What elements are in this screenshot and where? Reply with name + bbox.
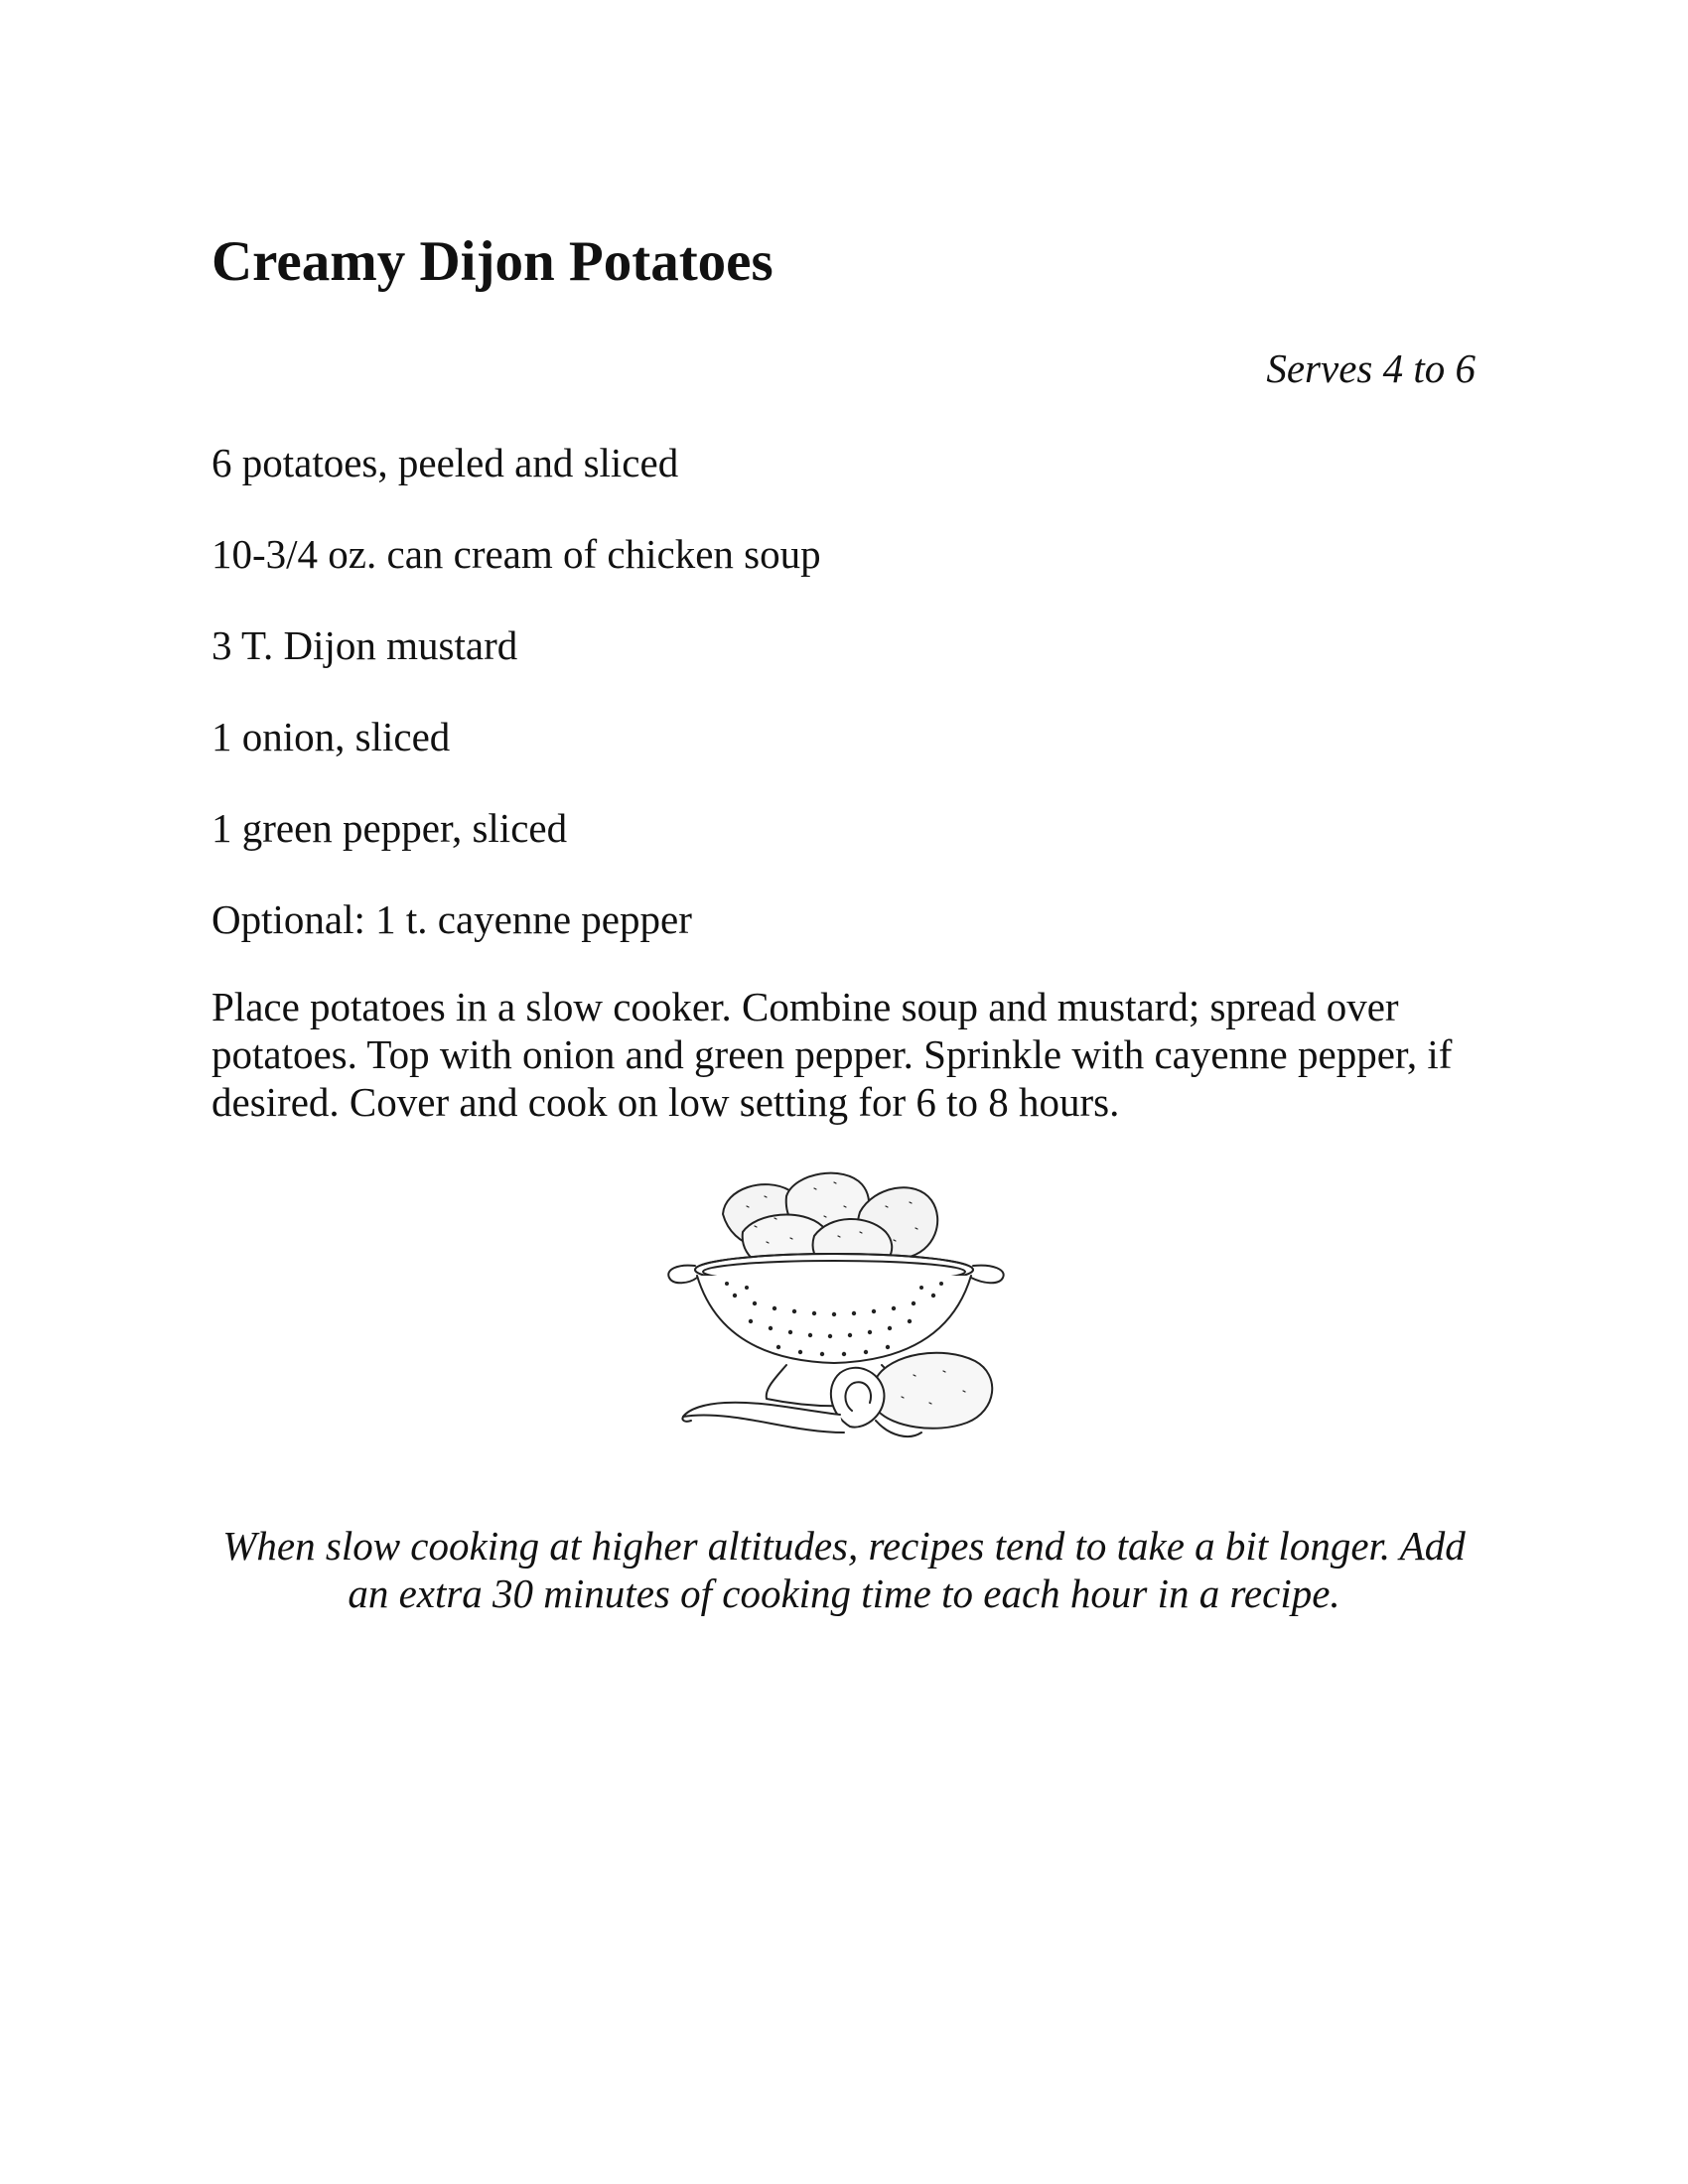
recipe-directions: Place potatoes in a slow cooker. Combine soup and mustard; spread over potatoes. Top with onion and green pepper. Sprinkle with cayenne pepper, if desired. Cover and cook on low setting for 6 to 8 hours. xyxy=(211,984,1453,1125)
ingredient-item: 6 potatoes, peeled and sliced xyxy=(211,440,679,485)
altitude-tip: When slow cooking at higher altitudes, recipes tend to take a bit longer. Add an extra 30 minutes of cooking time to each hour in a recipe. xyxy=(222,1523,1466,1616)
ingredient-item: 10-3/4 oz. can cream of chicken soup xyxy=(211,531,821,577)
ingredient-list xyxy=(211,440,821,991)
ingredient-item: 3 T. Dijon mustard xyxy=(211,622,518,668)
serves-text: Serves 4 to 6 xyxy=(1266,345,1476,391)
recipe-title: Creamy Dijon Potatoes xyxy=(211,230,774,293)
ingredient-item: 1 green pepper, sliced xyxy=(211,805,568,851)
colander-potatoes-illustration xyxy=(655,1166,1043,1469)
ingredient-item: Optional: 1 t. cayenne pepper xyxy=(211,896,692,942)
ingredient-item: 1 onion, sliced xyxy=(211,714,451,759)
